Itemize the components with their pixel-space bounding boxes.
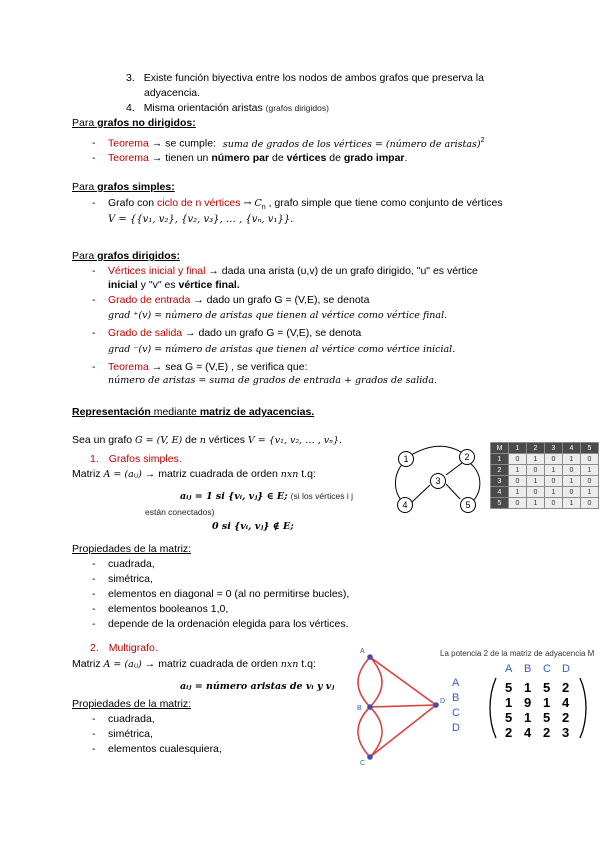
matrix-cell: 2	[491, 465, 509, 476]
edge	[446, 484, 460, 499]
matrix-cell: 3	[562, 725, 570, 740]
item-number: 4.	[126, 102, 135, 114]
heading-no-dirigidos	[72, 117, 196, 129]
matrix-cell: 1	[545, 487, 563, 498]
matrix-header-cell: 2	[527, 443, 545, 454]
property-item: simétrica,	[108, 728, 153, 740]
edge	[370, 657, 436, 705]
matrix-cell: 1	[581, 487, 599, 498]
multigraph	[352, 645, 452, 767]
matrix-col-label: B	[524, 663, 532, 675]
bullet-vertices-cont	[108, 279, 240, 291]
item-text-cont: adyacencia.	[144, 87, 201, 99]
text: → matriz cuadrada de orden	[141, 658, 281, 670]
bullet-vertices	[108, 265, 478, 277]
math: G = (V, E)	[135, 435, 183, 446]
edge	[358, 657, 370, 707]
math-formula: grad ⁺(v) = número de aristas que tienen al vértice como vértice final.	[108, 310, 448, 321]
matrix-cell: 1	[524, 710, 532, 725]
text: y "v" es	[137, 279, 179, 291]
item-text: Misma orientación aristas	[143, 102, 263, 114]
matrix-cell: 1	[509, 465, 527, 476]
bullet-grado-salida	[108, 327, 361, 339]
matrix-cell: 9	[524, 695, 532, 710]
matrix-cell: 2	[505, 725, 513, 740]
matrix-row	[491, 487, 599, 498]
node-label: 5	[465, 500, 471, 510]
heading-simples	[72, 181, 175, 193]
math: → C	[240, 198, 262, 209]
matrix-cell: 0	[509, 476, 527, 487]
matrix-cell: 1	[509, 487, 527, 498]
math-formula: suma de grados de los vértices = (número de aristas)	[222, 138, 481, 150]
text: t.q:	[298, 658, 316, 670]
text: Grafo con	[108, 197, 158, 209]
matrix-cell: 4	[491, 487, 509, 498]
cond1	[180, 490, 353, 502]
matrix-cell: 1	[545, 465, 563, 476]
heading-bold: grafos simples:	[97, 181, 175, 193]
matrix-cell: 1	[543, 695, 551, 710]
text: → tienen un	[148, 152, 212, 164]
heading-pre: Para	[72, 250, 98, 262]
bullet-dash: -	[92, 728, 96, 740]
node	[367, 704, 373, 710]
math: n	[199, 435, 206, 446]
matrix-cell: 1	[527, 454, 545, 465]
red-term: Teorema	[108, 152, 149, 164]
heading-dirigidos	[72, 250, 180, 262]
bullet-dash: -	[92, 743, 96, 755]
matrix-cell: 0	[545, 498, 563, 509]
property-item: elementos en diagonal = 0 (al no permitirse bucles),	[108, 588, 350, 600]
bullet-teorema-1	[108, 137, 485, 150]
matrix-row-label: B	[452, 692, 460, 704]
matrix-cell: 5	[505, 680, 513, 695]
edge	[370, 705, 436, 707]
bullet-dash: -	[92, 588, 96, 600]
item-number: 3.	[126, 72, 135, 84]
text: .	[404, 152, 408, 164]
bold-text: Representación	[72, 406, 151, 418]
red-term: Teorema	[108, 361, 149, 373]
red-term: Vértices inicial y final	[108, 265, 206, 277]
matrix-brackets	[488, 676, 600, 742]
matrix-cell: 0	[527, 487, 545, 498]
list-item-3	[126, 72, 484, 84]
matrix-header-cell: 1	[509, 443, 527, 454]
node-label: 1	[403, 454, 409, 464]
text: → dado un grafo G = (V,E), se denota	[182, 327, 362, 339]
math-formula: grad ⁻(v) = número de aristas que tienen al vértice como vértice inicial.	[108, 344, 456, 355]
section-number: 2.	[90, 642, 99, 654]
matrix-row	[491, 476, 599, 487]
property-item: elementos cualesquiera,	[108, 743, 222, 755]
adjacency-matrix-table	[490, 442, 599, 509]
matrix-col-label: C	[543, 663, 551, 675]
matrix-cell: 1	[563, 476, 581, 487]
node	[433, 702, 439, 708]
bold-text: grado impar	[343, 152, 405, 164]
note-cont: están conectados)	[145, 507, 215, 517]
matrix-cell: 1	[491, 454, 509, 465]
node-label: C	[360, 760, 366, 767]
node	[367, 654, 373, 660]
text: mediante	[150, 406, 200, 418]
matriz-def-simples	[72, 468, 316, 480]
item-text: Existe función biyectiva entre los nodos de ambos grafos que preserva la	[143, 72, 484, 84]
node	[367, 754, 373, 760]
matrix-cell: 5	[543, 710, 551, 725]
matrix-cell: 1	[527, 498, 545, 509]
section-number: 1.	[90, 453, 99, 465]
graph-simple	[390, 445, 485, 520]
repr-intro	[72, 434, 342, 446]
math: A = (aᵢⱼ)	[103, 469, 142, 480]
matrix-row	[491, 498, 599, 509]
matrix-cell: 2	[562, 680, 570, 695]
note: (si los vértices i j	[290, 491, 353, 501]
bold-text: vértice final.	[178, 279, 240, 291]
property-item: depende de la ordenación elegida para los vértices.	[108, 618, 349, 630]
node-label: 2	[464, 452, 470, 462]
text: de	[326, 152, 344, 164]
matrix-col-label: A	[505, 663, 513, 675]
edge	[446, 463, 462, 475]
text: de	[269, 152, 287, 164]
heading-pre: Para	[72, 117, 98, 129]
math-formula: aᵢⱼ = 1 si {vᵢ, vⱼ} ∈ E;	[180, 491, 288, 502]
matrix-cell: 0	[509, 454, 527, 465]
bold-text: número par	[211, 152, 270, 164]
math: A = (aᵢⱼ)	[103, 659, 142, 670]
heading-bold: grafos dirigidos:	[97, 250, 180, 262]
matrix-cell: 1	[581, 465, 599, 476]
matrix-cell: 4	[524, 725, 532, 740]
matrix-cell: 0	[563, 487, 581, 498]
matrix-cell: 0	[545, 454, 563, 465]
text: , grafo simple que tiene como conjunto de vértices	[265, 197, 503, 209]
matrix-row	[491, 454, 599, 465]
matrix-col-label: D	[562, 663, 570, 675]
edge	[412, 485, 430, 502]
text: Matriz	[72, 468, 104, 480]
math: nxn	[280, 659, 299, 670]
matrix-header-cell: 5	[581, 443, 599, 454]
matrix-cell: 0	[581, 454, 599, 465]
text: de	[182, 434, 200, 446]
node-label: D	[440, 698, 446, 705]
matrix-cell: 0	[527, 465, 545, 476]
text: → matriz cuadrada de orden	[141, 468, 281, 480]
property-item: cuadrada,	[108, 713, 155, 725]
node-label: 3	[435, 476, 441, 486]
red-term: Grado de salida	[108, 327, 183, 339]
props-title: Propiedades de la matriz:	[72, 543, 192, 555]
section-multi-title	[90, 642, 158, 654]
math-formula: 0 si {vᵢ, vⱼ} ∉ E;	[212, 521, 294, 532]
matrix-row-label: D	[452, 722, 460, 734]
matrix-cell: 2	[562, 710, 570, 725]
node-label: A	[360, 648, 365, 655]
item-note: (grafos dirigidos)	[265, 103, 329, 113]
edge	[370, 705, 436, 757]
subscript: n	[261, 204, 266, 212]
matrix-cell: 1	[563, 498, 581, 509]
matrix-cell: 0	[563, 465, 581, 476]
text: vértices	[205, 434, 248, 446]
bullet-teorema-2	[108, 152, 407, 164]
bold-text: vértices	[286, 152, 327, 164]
bullet-dash: -	[92, 573, 96, 585]
heading-pre: Para	[72, 181, 98, 193]
section-title: Multigrafo.	[108, 642, 158, 654]
text: t.q:	[298, 468, 316, 480]
edge	[358, 707, 370, 757]
bold-text: matriz de adyacencias.	[199, 406, 315, 418]
bullet-dash: -	[92, 603, 96, 615]
matrix-row-label: C	[452, 707, 460, 719]
matrix-cell: 1	[563, 454, 581, 465]
props-title: Propiedades de la matriz:	[72, 698, 192, 710]
bullet-dash: -	[92, 618, 96, 630]
matrix-cell: 2	[543, 725, 551, 740]
matrix-cell: 5	[505, 710, 513, 725]
matrix-row	[491, 465, 599, 476]
matrix-cell: 4	[562, 695, 570, 710]
node-label: B	[357, 705, 362, 712]
bullet-teorema-dir	[108, 361, 308, 373]
matrix-cell: 1	[505, 695, 513, 710]
matrix-header-cell: M	[491, 443, 509, 454]
property-item: cuadrada,	[108, 558, 155, 570]
bold-text: inicial	[108, 279, 138, 291]
edge	[470, 463, 480, 503]
matrix-cell: 0	[545, 476, 563, 487]
math: nxn	[280, 469, 299, 480]
edge	[408, 446, 467, 457]
matrix-cell: 1	[524, 680, 532, 695]
list-item-4	[126, 102, 329, 114]
text: → dada una arista (u,v) de un grafo dirigido, "u" es vértice	[205, 265, 478, 277]
math-formula: número de aristas = suma de grados de entrada + grados de salida.	[108, 375, 438, 386]
bullet-dash: -	[92, 713, 96, 725]
text: → dado un grafo G = (V,E), se denota	[190, 294, 370, 306]
matrix-header-cell: 4	[563, 443, 581, 454]
text: Sea un grafo	[72, 434, 136, 446]
matrix-header-cell: 3	[545, 443, 563, 454]
matrix-caption: La potencia 2 de la matriz de adyacencia M	[440, 649, 595, 658]
math: V = {v₁, v₂, … , vₙ}.	[247, 435, 343, 446]
property-item: elementos booleanos 1,0,	[108, 603, 229, 615]
section-title: Grafos simples.	[108, 453, 182, 465]
bullet-ciclo	[108, 197, 503, 211]
heading-representacion	[72, 406, 314, 418]
bullet-text: → se cumple:	[148, 137, 216, 150]
math-formula: V = {{v₁, v₂}, {v₂, v₃}, … , {vₙ, v₁}}.	[108, 214, 294, 225]
matrix-cell: 5	[543, 680, 551, 695]
matrix-cell: 0	[581, 498, 599, 509]
red-term: Grado de entrada	[108, 294, 191, 306]
matrix-cell: 1	[527, 476, 545, 487]
red-term: Teorema	[108, 137, 149, 150]
bullet-dash: -	[92, 558, 96, 570]
matriz-def-multi	[72, 658, 316, 670]
heading-bold: grafos no dirigidos:	[97, 117, 196, 129]
exponent: 2	[480, 137, 485, 144]
matrix-cell: 0	[509, 498, 527, 509]
matrix-cell: 5	[491, 498, 509, 509]
property-item: simétrica,	[108, 573, 153, 585]
text: → sea G = (V,E) , se verifica que:	[148, 361, 308, 373]
red-term: ciclo de n vértices	[157, 197, 241, 209]
matrix-cell: 0	[581, 476, 599, 487]
section-simples-title	[90, 453, 182, 465]
matrix-row-label: A	[452, 677, 460, 689]
bullet-grado-entrada	[108, 294, 369, 306]
matrix-cell: 3	[491, 476, 509, 487]
math-formula: aᵢⱼ = número aristas de vᵢ y vⱼ	[180, 681, 335, 692]
node-label: 4	[402, 500, 408, 510]
text: Matriz	[72, 658, 104, 670]
